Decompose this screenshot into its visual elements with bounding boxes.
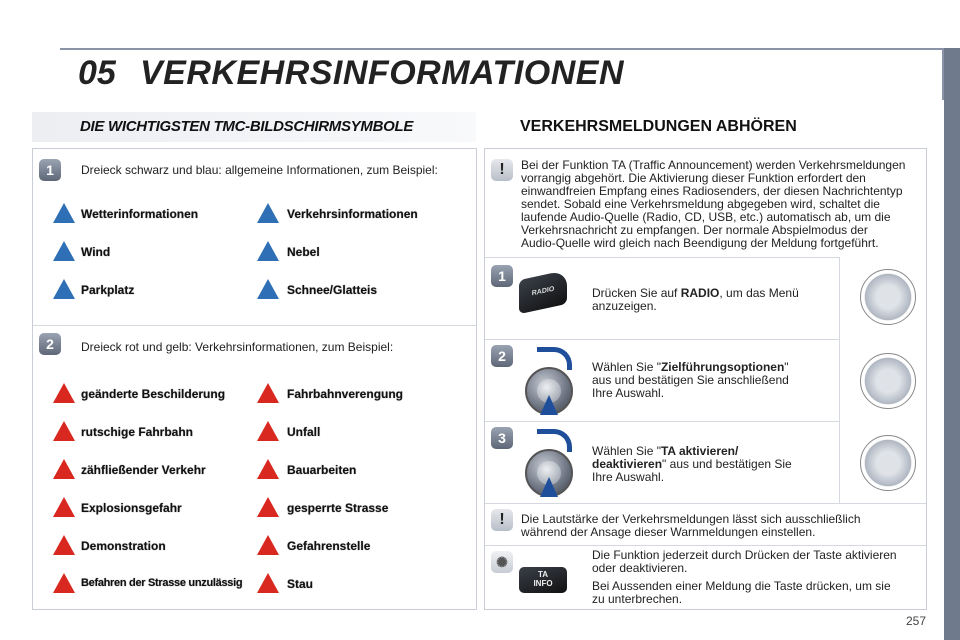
text-line: Die Lautstärke der Verkehrsmeldungen lässt sich ausschließlich xyxy=(521,512,861,526)
press-arrow-icon xyxy=(540,477,558,497)
page-title: VERKEHRSINFORMATIONEN xyxy=(140,54,624,92)
symbol-label: Demonstration xyxy=(81,539,166,553)
symbol-label: gesperrte Strasse xyxy=(287,501,389,515)
rotate-arrow-icon xyxy=(537,347,572,370)
tmc-symbols-panel xyxy=(32,148,477,610)
text: Wählen Sie " xyxy=(592,360,661,374)
ta-explanation xyxy=(521,159,921,250)
step-badge-1: 1 xyxy=(491,265,513,287)
text-line: zu unterbrechen. xyxy=(592,592,683,606)
ta-info-text xyxy=(592,549,922,606)
chapter-header xyxy=(0,48,942,100)
rotate-arrow-icon xyxy=(537,429,572,452)
dial-icon xyxy=(860,353,916,409)
symbol-label: Nebel xyxy=(287,245,320,259)
section-divider xyxy=(485,545,926,546)
fog-triangle-icon xyxy=(257,241,279,261)
road-closed-triangle-icon xyxy=(257,497,279,517)
symbol-label: Wetterinformationen xyxy=(81,207,199,221)
symbol-label: Befahren der Strasse unzulässig xyxy=(81,577,243,589)
symbol-label: Bauarbeiten xyxy=(287,463,357,477)
text-line: Die Funktion jederzeit durch Drücken der Taste aktivieren xyxy=(592,548,897,562)
text: " xyxy=(784,360,789,374)
text: Ihre Auswahl. xyxy=(592,470,665,484)
text-line: oder deaktivieren. xyxy=(592,561,688,575)
lightbulb-icon: ✺ xyxy=(491,551,513,573)
step-badge-2: 2 xyxy=(491,345,513,367)
symbol-label: zähfließender Verkehr xyxy=(81,463,206,477)
text: " aus und bestätigen Sie xyxy=(662,457,792,471)
symbol-label: Wind xyxy=(81,245,111,259)
explosion-triangle-icon xyxy=(53,497,75,517)
symbol-label: Unfall xyxy=(287,425,321,439)
page-number: 257 xyxy=(906,614,927,628)
accident-triangle-icon xyxy=(257,421,279,441)
text-line: sendet. Sobald eine Verkehrsmeldung abgegeben wird, schaltet die xyxy=(521,197,880,211)
road-narrows-triangle-icon xyxy=(257,383,279,403)
right-section-header xyxy=(484,110,926,144)
step1-text xyxy=(592,287,832,313)
warning-icon: ! xyxy=(491,159,513,181)
volume-note xyxy=(521,513,921,539)
symbol-label: rutschige Fahrbahn xyxy=(81,425,194,439)
side-tab xyxy=(944,48,960,640)
symbol-label: Gefahrenstelle xyxy=(287,539,371,553)
traffic-jam-triangle-icon xyxy=(257,573,279,593)
traffic-announcements-panel xyxy=(484,148,927,610)
text: Wählen Sie " xyxy=(592,444,661,458)
section1-intro: Dreieck schwarz und blau: allgemeine Informationen, zum Beispiel: xyxy=(81,163,438,177)
control-panel-thumbnail xyxy=(839,421,926,503)
badge-1: 1 xyxy=(39,159,61,181)
text: , um das Menü xyxy=(719,286,799,300)
bold-text: Zielführungsoptionen xyxy=(660,360,785,374)
text-line: vorrangig abgehört. Die Aktivierung dieser Funktion erfordert den xyxy=(521,171,866,185)
text-line: während der Ansage dieser Warnmeldungen einstellen. xyxy=(521,525,816,539)
wind-triangle-icon xyxy=(53,241,75,261)
ta-info-button[interactable] xyxy=(519,567,567,593)
symbol-label: Parkplatz xyxy=(81,283,135,297)
weather-triangle-icon xyxy=(53,203,75,223)
symbol-label: Schnee/Glatteis xyxy=(287,283,378,297)
traffic-info-triangle-icon xyxy=(257,203,279,223)
text-line: Bei Aussenden einer Meldung die Taste drücken, um sie xyxy=(592,579,891,593)
badge-2: 2 xyxy=(39,333,61,355)
text-line: Verkehrsnachricht zu empfangen. Der normale Abspielmodus der xyxy=(521,223,868,237)
step3-text xyxy=(592,445,832,484)
roadworks-triangle-icon xyxy=(257,459,279,479)
radio-button[interactable]: RADIO xyxy=(519,270,567,314)
control-panel-thumbnail xyxy=(839,339,926,421)
text-line: laufende Audio-Quelle (Radio, CD, USB, etc.) automatisch ab, um die xyxy=(521,210,891,224)
button-label: TA xyxy=(537,570,549,579)
right-section-title: VERKEHRSMELDUNGEN ABHÖREN xyxy=(520,118,797,135)
symbol-label: Verkehrsinformationen xyxy=(287,207,418,221)
press-arrow-icon xyxy=(540,395,558,415)
text-line: Bei der Funktion TA (Traffic Announcement) werden Verkehrsmeldungen xyxy=(521,158,906,172)
step2-text xyxy=(592,361,832,400)
button-label: INFO xyxy=(533,579,553,588)
left-section-title: DIE WICHTIGSTEN TMC-BILDSCHIRMSYMBOLE xyxy=(80,118,414,135)
control-panel-thumbnail xyxy=(839,257,926,339)
header-rule xyxy=(60,48,942,50)
text: aus und bestätigen Sie anschließend xyxy=(592,373,789,387)
text-line: Audio-Quelle wird gleich nach Beendigung der Meldung fortgeführt. xyxy=(521,236,879,250)
changed-signs-triangle-icon xyxy=(53,383,75,403)
bold-text: TA aktivieren/ xyxy=(660,444,739,458)
parking-triangle-icon xyxy=(53,279,75,299)
no-entry-triangle-icon xyxy=(53,573,75,593)
bold-text: deaktivieren xyxy=(592,457,663,471)
demonstration-triangle-icon xyxy=(53,535,75,555)
chapter-number: 05 xyxy=(78,54,116,92)
snow-ice-triangle-icon xyxy=(257,279,279,299)
dial-icon xyxy=(860,435,916,491)
text-line: einwandfreien Empfang eines Radiosenders, der diesen Nachrichtentyp xyxy=(521,184,903,198)
warning-icon: ! xyxy=(491,509,513,531)
slow-traffic-triangle-icon xyxy=(53,459,75,479)
dial-icon xyxy=(860,269,916,325)
symbol-label: Fahrbahnverengung xyxy=(287,387,404,401)
section-divider xyxy=(485,503,926,504)
symbol-label: Stau xyxy=(287,577,314,591)
symbol-label: Explosionsgefahr xyxy=(81,501,182,515)
bold-text: RADIO xyxy=(680,286,720,300)
text: Ihre Auswahl. xyxy=(592,386,665,400)
left-section-header xyxy=(32,110,476,144)
danger-triangle-icon xyxy=(257,535,279,555)
text: anzuzeigen. xyxy=(592,299,657,313)
step-badge-3: 3 xyxy=(491,427,513,449)
section-divider xyxy=(33,325,476,326)
slippery-road-triangle-icon xyxy=(53,421,75,441)
text: Drücken Sie auf xyxy=(592,286,681,300)
section2-intro: Dreieck rot und gelb: Verkehrsinformationen, zum Beispiel: xyxy=(81,340,394,354)
symbol-label: geänderte Beschilderung xyxy=(81,387,226,401)
